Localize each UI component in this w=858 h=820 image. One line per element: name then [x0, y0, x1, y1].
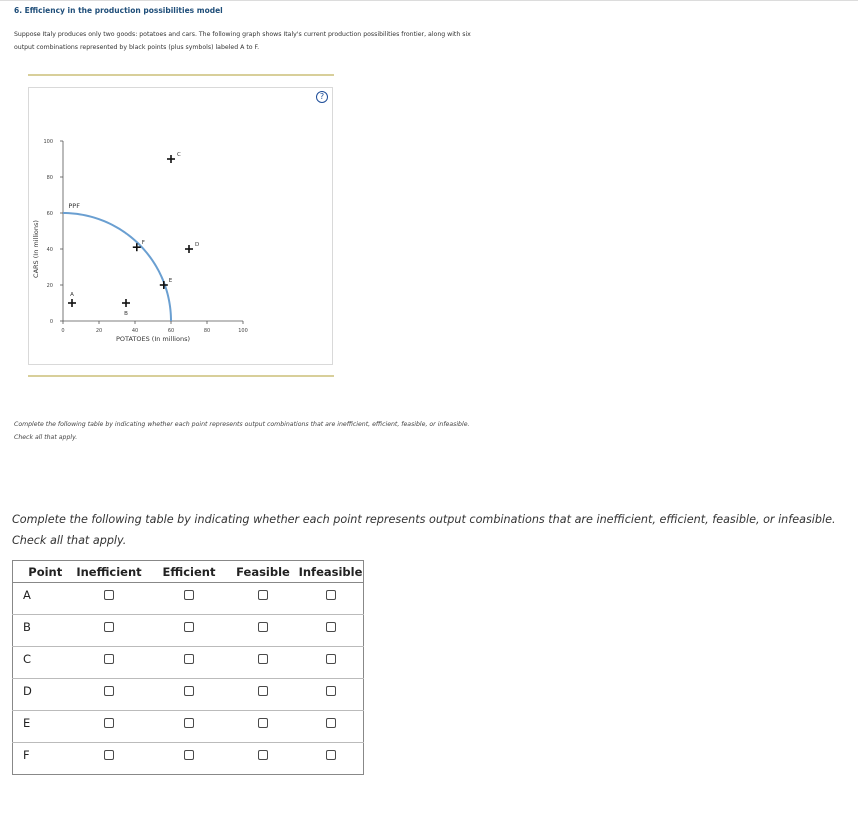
checkbox-a-infeasible[interactable] [326, 590, 336, 600]
ppf-label: PPF [68, 202, 80, 210]
checkbox-d-infeasible[interactable] [326, 686, 336, 696]
row-point-label: E [23, 715, 31, 730]
x-axis-title: POTATOES (In millions) [115, 335, 191, 343]
help-icon[interactable]: ? [316, 91, 328, 103]
checkbox-f-feasible[interactable] [258, 750, 268, 760]
checkbox-d-feasible[interactable] [258, 686, 268, 696]
row-point-label: D [23, 683, 32, 698]
checkbox-f-infeasible[interactable] [326, 750, 336, 760]
row-point-label: B [23, 619, 31, 634]
checkbox-f-efficient[interactable] [184, 750, 194, 760]
y-tick-label: 100 [43, 139, 53, 145]
header-infeasible: Infeasible [299, 561, 364, 583]
x-tick-label: 100 [238, 328, 248, 334]
graph-panel [28, 87, 333, 365]
point-a-label: A [70, 292, 74, 298]
checkbox-e-inefficient[interactable] [104, 718, 114, 728]
instructions-large-line-1: Complete the following table by indicating whether each point represents output combinations that are inefficient, efficient, feasible, or infeasible. [12, 513, 836, 526]
question-title: 6. Efficiency in the production possibilities model [14, 6, 223, 15]
header-feasible: Feasible [228, 561, 299, 583]
checkbox-c-feasible[interactable] [258, 654, 268, 664]
checkbox-d-inefficient[interactable] [104, 686, 114, 696]
checkbox-c-inefficient[interactable] [104, 654, 114, 664]
classification-table [12, 560, 364, 775]
checkbox-b-efficient[interactable] [184, 622, 194, 632]
graph-bottom-bar [28, 375, 334, 377]
y-tick-label: 40 [46, 247, 53, 253]
question-intro [14, 28, 534, 54]
table-row [13, 615, 364, 647]
table-row [13, 647, 364, 679]
checkbox-b-inefficient[interactable] [104, 622, 114, 632]
table-row [13, 679, 364, 711]
y-axis-title: CARS (In millions) [32, 220, 40, 278]
instructions-small [14, 418, 614, 444]
row-point-label: F [23, 747, 30, 762]
y-tick-label: 20 [46, 283, 53, 289]
instructions-large [12, 509, 842, 551]
header-point: Point [13, 561, 68, 583]
checkbox-b-feasible[interactable] [258, 622, 268, 632]
checkbox-e-feasible[interactable] [258, 718, 268, 728]
instructions-large-line-2: Check all that apply. [12, 534, 127, 547]
ppf-curve [63, 213, 171, 321]
header-inefficient: Inefficient [68, 561, 151, 583]
point-b-label: B [124, 311, 128, 317]
graph-top-bar [28, 74, 334, 76]
y-tick-label: 80 [46, 175, 53, 181]
point-c-label: C [177, 152, 181, 158]
table-row [13, 711, 364, 743]
intro-line-2: output combinations represented by black points (plus symbols) labeled A to F. [14, 44, 260, 51]
row-point-label: C [23, 651, 32, 666]
instructions-small-line-1: Complete the following table by indicating whether each point represents output combinations that are inefficient, efficient, feasible, or infeasible. [14, 421, 470, 428]
table-row [13, 743, 364, 775]
top-divider [0, 0, 858, 1]
checkbox-c-infeasible[interactable] [326, 654, 336, 664]
checkbox-e-efficient[interactable] [184, 718, 194, 728]
checkbox-f-inefficient[interactable] [104, 750, 114, 760]
point-d-label: D [195, 242, 200, 248]
y-tick-label: 0 [49, 319, 53, 325]
intro-line-1: Suppose Italy produces only two goods: potatoes and cars. The following graph shows Italy's current production possibilities frontier, along with six [14, 31, 471, 38]
table-row [13, 583, 364, 615]
checkbox-c-efficient[interactable] [184, 654, 194, 664]
ppf-chart [29, 88, 334, 366]
checkbox-b-infeasible[interactable] [326, 622, 336, 632]
checkbox-e-infeasible[interactable] [326, 718, 336, 728]
y-tick-label: 60 [46, 211, 53, 217]
x-tick-label: 20 [95, 328, 103, 334]
checkbox-d-efficient[interactable] [184, 686, 194, 696]
x-tick-label: 80 [203, 328, 211, 334]
checkbox-a-feasible[interactable] [258, 590, 268, 600]
x-tick-label: 40 [131, 328, 139, 334]
x-tick-label: 0 [61, 328, 65, 334]
row-point-label: A [23, 587, 31, 602]
checkbox-a-inefficient[interactable] [104, 590, 114, 600]
instructions-small-line-2: Check all that apply. [14, 434, 78, 441]
point-f-label: F [141, 240, 145, 247]
header-efficient: Efficient [151, 561, 228, 583]
table-header-row [13, 561, 364, 583]
point-e-label: E [168, 278, 173, 284]
x-tick-label: 60 [167, 328, 175, 334]
checkbox-a-efficient[interactable] [184, 590, 194, 600]
